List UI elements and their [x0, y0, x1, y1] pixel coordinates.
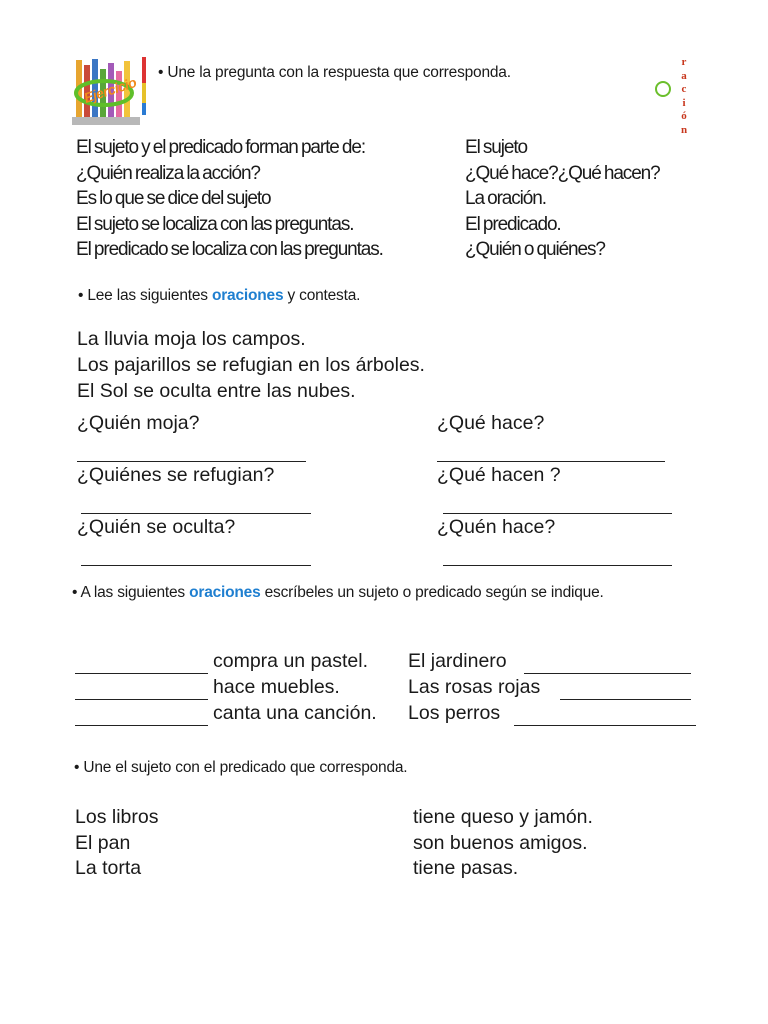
subject-text: El jardinero — [408, 650, 507, 672]
list-item: Es lo que se dice del sujeto — [76, 188, 271, 209]
answer-blank[interactable] — [437, 461, 665, 462]
side-letter: c — [681, 83, 687, 95]
subject-text: Los perros — [408, 702, 501, 724]
match-right-column — [465, 135, 660, 263]
side-letter: r — [681, 56, 687, 68]
question-right-2: ¿Qué hacen ? — [437, 464, 561, 486]
side-letter: ó — [681, 110, 687, 122]
list-item: ¿Quién realiza la acción? — [76, 162, 260, 184]
match-left-column — [76, 135, 383, 263]
sentence: Los pajarillos se refugian en los árboles. — [77, 354, 425, 376]
answer-blank[interactable] — [443, 565, 672, 566]
subject-blank[interactable] — [75, 673, 208, 674]
predicate-text: compra un pastel. — [213, 650, 369, 672]
predicate-blank[interactable] — [514, 725, 696, 726]
highlight-word: oraciones — [211, 287, 284, 304]
question-left-1: ¿Quién moja? — [77, 412, 200, 434]
list-item: El pan — [75, 831, 131, 854]
circle-icon — [655, 81, 671, 97]
subject-column — [75, 805, 158, 882]
instruction-3: • A las siguientes oraciones escríbeles un sujeto o predicado según se indique. — [72, 584, 604, 601]
side-letter: n — [680, 123, 688, 136]
instruction-4: • Une el sujeto con el predicado que corresponda. — [74, 759, 408, 776]
reading-sentences — [77, 326, 425, 404]
answer-blank[interactable] — [81, 565, 311, 566]
list-item: El sujeto se localiza con las preguntas. — [76, 213, 354, 235]
list-item: El sujeto y el predicado forman parte de: — [76, 137, 366, 158]
instruction-2: • Lee las siguientes oraciones y contesta. — [78, 287, 361, 304]
list-item: son buenos amigos. — [413, 831, 588, 854]
logo-text: Ejercicio — [81, 74, 139, 106]
question-left-2: ¿Quiénes se refugian? — [77, 464, 275, 486]
predicate-column — [413, 805, 593, 882]
list-item: ¿Quién o quiénes? — [465, 239, 605, 260]
list-item: La torta — [75, 857, 142, 879]
ejercicio-logo — [70, 55, 152, 130]
subject-text: Las rosas rojas — [408, 676, 541, 698]
side-letters — [679, 56, 689, 137]
sentence: El Sol se oculta entre las nubes. — [77, 380, 356, 402]
list-item: tiene pasas. — [413, 857, 519, 879]
subject-blank[interactable] — [75, 725, 208, 726]
question-right-1: ¿Qué hace? — [437, 412, 545, 434]
list-item: El predicado se localiza con las preguntas. — [76, 239, 383, 260]
instruction-1: • Une la pregunta con la respuesta que corresponda. — [158, 64, 511, 81]
subject-blank[interactable] — [75, 699, 208, 700]
highlight-word: oraciones — [189, 584, 261, 601]
list-item: tiene queso y jamón. — [413, 806, 593, 828]
list-item: ¿Qué hace?¿Qué hacen? — [465, 162, 660, 184]
side-letter: i — [682, 96, 686, 109]
answer-blank[interactable] — [81, 513, 311, 514]
answer-blank[interactable] — [443, 513, 672, 514]
question-right-3: ¿Quén hace? — [437, 516, 556, 538]
list-item: Los libros — [75, 806, 159, 828]
list-item: La oración. — [465, 188, 546, 209]
predicate-blank[interactable] — [560, 699, 691, 700]
answer-blank[interactable] — [77, 461, 306, 462]
side-letter: a — [681, 69, 687, 82]
question-left-3: ¿Quién se oculta? — [77, 516, 236, 538]
predicate-text: canta una canción. — [213, 702, 377, 724]
sentence: La lluvia moja los campos. — [77, 328, 306, 350]
list-item: El sujeto — [465, 137, 527, 158]
predicate-text: hace muebles. — [213, 676, 340, 698]
list-item: El predicado. — [465, 213, 561, 235]
predicate-blank[interactable] — [524, 673, 691, 674]
